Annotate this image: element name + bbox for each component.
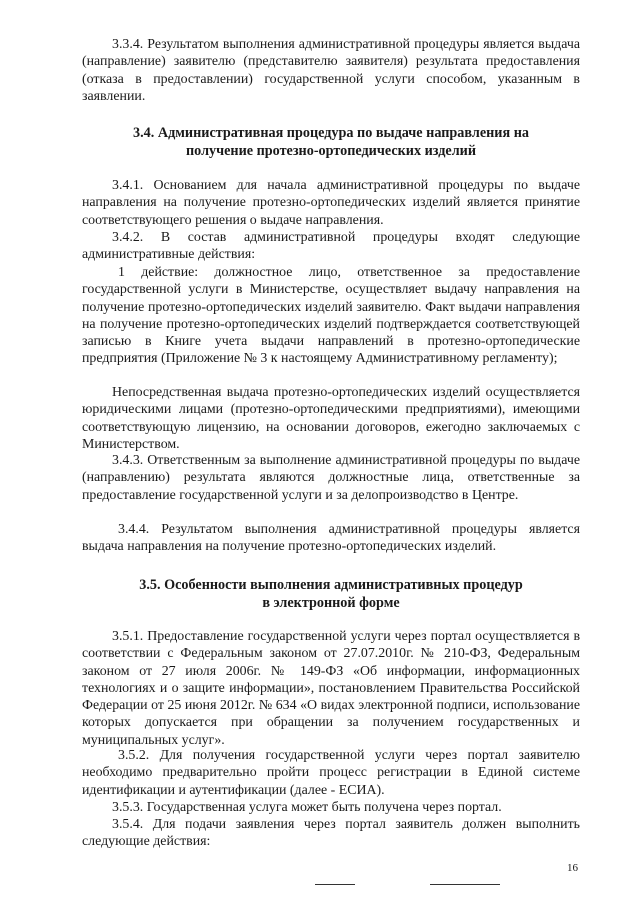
paragraph-3-4-3: 3.4.3. Ответственным за выполнение административной процедуры по выдаче (направлению) результата являются должностные лица, ответственные за предоставление государственной услуги и за делопроизводство в Центре. <box>82 453 580 503</box>
paragraph-3-4-1: 3.4.1. Основанием для начала административной процедуры по выдаче направления на получение протезно-ортопедических изделий является принятие соответствующего решения о выдаче направления. <box>82 178 580 228</box>
heading-line: 3.4. Административная процедура по выдаче направления на <box>133 125 529 141</box>
paragraph-3-4-2: 3.4.2. В состав административной процедуры входят следующие административные действия: <box>82 230 580 263</box>
section-heading-3-5 <box>82 576 580 612</box>
scan-mark <box>315 884 355 885</box>
paragraph-3-3-4: 3.3.4. Результатом выполнения административной процедуры является выдача (направление) заявителю (представителю заявителя) результата предоставления (отказа в предоставлении) государственной услуги способом, указанным в заявлении. <box>82 37 580 104</box>
heading-line: в электронной форме <box>262 595 400 611</box>
paragraph-3-5-4: 3.5.4. Для подачи заявления через портал заявитель должен выполнить следующие действия: <box>82 817 580 850</box>
page-number: 16 <box>567 862 578 874</box>
paragraph-3-5-2: 3.5.2. Для получения государственной услуги через портал заявителю необходимо предварительно пройти процесс регистрации в Единой системе идентификации и аутентификации (далее - ЕСИА). <box>82 748 580 798</box>
paragraph-3-5-1: 3.5.1. Предоставление государственной услуги через портал осуществляется в соответствии с Федеральным законом от 27.07.2010г. № 210-ФЗ, Федеральным законом от 27 июля 2006г. № 149-ФЗ «Об информации, информационных технологиях и о защите информации», постановлением Правительства Российской Федерации от 25 июня 2012г. № 634 «О видах электронной подписи, использование которых допускается при обращении за получением государственных и муниципальных услуг». <box>82 629 580 748</box>
paragraph-3-4-4: 3.4.4. Результатом выполнения административной процедуры является выдача направления на получение протезно-ортопедических изделий. <box>82 522 580 555</box>
scan-mark <box>430 884 500 885</box>
paragraph-direct-issue: Непосредственная выдача протезно-ортопедических изделий осуществляется юридическими лицами (протезно-ортопедическими предприятиями), имеющими соответствующую лицензию, на основании договоров, ежегодно заключаемых с Министерством. <box>82 385 580 452</box>
section-heading-3-4 <box>82 124 580 160</box>
heading-line: получение протезно-ортопедических изделий <box>185 143 477 159</box>
paragraph-3-5-3: 3.5.3. Государственная услуга может быть получена через портал. <box>112 800 502 815</box>
heading-line: 3.5. Особенности выполнения административных процедур <box>139 577 523 593</box>
paragraph-action-1: 1 действие: должностное лицо, ответственное за предоставление государственной услуги в Министерстве, осуществляет выдачу направления на получение протезно-ортопедических изделий заявителю. Факт выдачи направления на получение протезно-ортопедических изделий подтверждается соответствующей записью в Книге учета выдачи направлений в протезно-ортопедические предприятия (Приложение № 3 к настоящему Административному регламенту); <box>82 265 580 367</box>
